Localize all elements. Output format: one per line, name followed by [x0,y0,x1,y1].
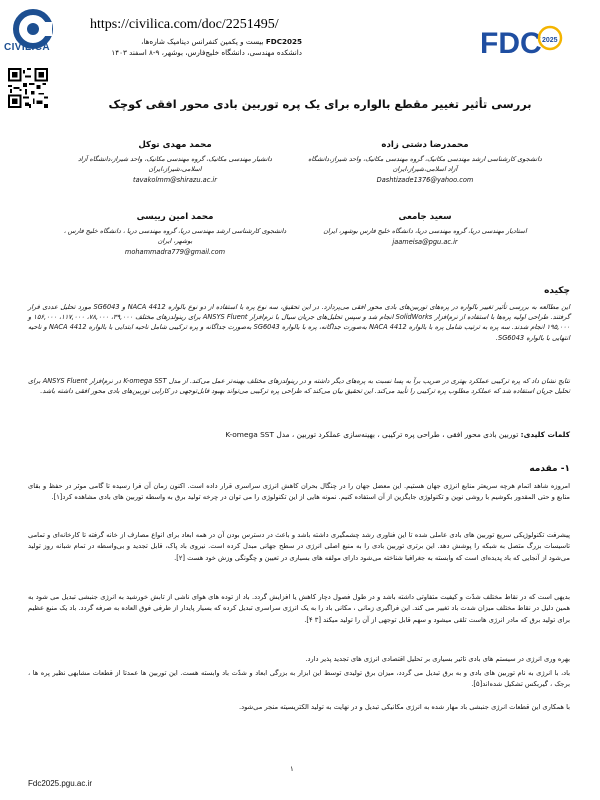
qr-code [8,68,48,108]
fdc-logo [476,20,566,60]
author-email[interactable]: jaameisa@pgu.ac.ir [392,238,458,246]
author-name: سعید جامعی [398,212,452,222]
author-block [60,140,290,184]
abstract-heading: چکیده [544,286,570,296]
intro-paragraph: پیشرفت تکنولوژیکی سریع توربین های بادی عاملی شده تا این فناوری رشد چشمگیری داشته باشد و باعث در دسترس بودن آن در همه ابعاد برای انواع مصارف از خانه گرفته تا کارخانه‌ای و تمامی تاسیسات بزرگ متصل به شبکه را پوشش دهد. این برتری توربین بادی را به منبع اصلی انرژی در سطح جهانی مبدل کرده است. نیروی باد پاک، قابل تجدید و بی‌واسطه در تمام شبانه روز تولید می‌شود از آنجایی که باد پدیده‌ای است که وابسته به جغرافیا شناخته می‌شود دارای مولفه های بسیاری در تعیین و چگونگی وزش خود هست [۲]. [28,531,570,562]
conference-code: FDC2025 [265,37,302,46]
document-url[interactable]: https://civilica.com/doc/2251495/ [90,17,279,32]
keywords [28,430,570,439]
author-name: محمد مهدی توکل [138,140,212,150]
author-email[interactable]: mohammadra779@gmail.com [124,248,226,256]
abstract-paragraph: این مطالعه به بررسی تأثیر تغییر بالواره در پره‌های توربین‌های بادی محور افقی می‌پردازد. در این تحقیق، سه نوع پره با استفاده از دو نوع بالواره NACA 4412 و SG6043 مورد تحلیل عددی قرار گرفتند. طراحی اولیه پره‌ها با استفاده از نرم‌افزار SolidWorks انجام شد و سپس تحلیل‌های جریان سیال با نرم‌افزار ANSYS Fluent برای رینولدزهای مختلف ۳۹,۰۰۰، ۷۸,۰۰۰، ۱۱۷,۰۰۰، ۱۵۶,۰۰۰ و ۱۹۵,۰۰۰ انجام شدند. سه پره به ترتیب شامل پره با بالواره NACA 4412 به‌صورت جداگانه، پره با بالواره SG6043 به‌صورت جداگانه و پره ترکیبی شامل ناحیه ابتدایی با بالواره NACA 4412 و ناحیه انتهایی با بالواره SG6043. [28,303,570,342]
intro-paragraph: بهره وری انرژی در سیستم های بادی تاثیر بسیاری بر تحلیل اقتصادی انرژی های تجدید پذیر دارد. [305,655,570,663]
fdc-logo-text: FDC [480,27,542,60]
author-name: محمد امین رییسی [136,212,214,222]
intro-paragraph: بدیهی است که در نقاط مختلف شدّت و کیفیت متفاوتی داشته باشد و در طول فصول دچار کاهش یا افزایش گردد. باد از توده های هوای ناشی از تابش خورشید به انرژی جنبشی تبدیل می شود به همین دلیل در نقاط مختلف میزان شدت باد تغییر می کند. این فراگیری زمانی ، مکانی باد را به یک انرژی سراسری تبدیل کرده که بسیار پایدار از طرفی فوق العاده به صرفه گردد. باد یک منبع عظیم برای تولید برق که مادر انرژی هاست تلقی میشود و سهم قابل توجهی از آن را تولید میکند [۳ ۴]. [28,593,570,624]
abstract-paragraph: نتایج نشان داد که پره ترکیبی عملکرد بهتری در ضریب برآ به پسا نسبت به پره‌های دیگر داشته و در رینولدزهای مختلف بهینه‌تر عمل می‌کند. از مدل K-omega SST در نرم‌افزار ANSYS Fluent برای تحلیل جریان استفاده شد که عملکرد مطلوب پره ترکیبی را تأیید می‌کند. این تحقیق بیان می‌کند که طراحی پره ترکیبی می‌تواند بهبود قابل‌توجهی در کارایی توربین‌های بادی محور افقی داشته باشد. [28,377,571,396]
conference-venue: دانشکده مهندسی، دانشگاه خلیج‌فارس، بوشهر، ۹-۸ اسفند ۱۴۰۳ [111,48,302,57]
conference-info [72,36,302,58]
intro-paragraph: باد، با انرژی به نام توربین های بادی و به برق تبدیل می گردد، میزان برق تولیدی توسط این ابزار به بزرگی ابعاد و شدّت باد وابسته هست. این توربین ها عمدتا از قطعات مشابهی نظیر پره ها ، برجک ، گیربکس تشکیل شده‌اند[۵]. [28,669,570,689]
intro-paragraph: با همکاری این قطعات انرژی جنبشی باد مهار شده به انرژی مکانیکی تبدیل و در نهایت به تولید الکتریسیته منجر می‌شود. [238,703,570,711]
intro-paragraph: امروزه شاهد اتمام هرچه سریعتر منابع انرژی جهان هستیم. این معضل جهان را در چنگال بحران کاهش انرژی سراسری قرار داده است. اکنون زمان آن فرا رسیده تا گامی موثر در حفظ و بقای منابع و حتی المقدور بکوشیم با روشی نوین و تکنولوژی جایگزین از آن استفاده کنیم. نمونه هایی از این تکنولوژی را می توان در چرخه تولید برق به واسطه توربین های بادی مشاهده کرد[۱]. [28,482,570,502]
author-block [60,212,290,256]
civilica-wordmark: CIVILICA [4,42,50,53]
keywords-text: توربین بادی محور افقی ، طراحی پره ترکیبی ، بهینه‌سازی عملکرد توربین ، مدل K-omega SST [225,430,519,439]
author-affiliation: دانشجوی کارشناسی ارشد مهندسی مکانیک، گروه مهندسی مکانیک، واحد شیراز،دانشگاه آزاد اسلامی،شیراز،ایران [308,155,542,173]
paper-title: بررسی تأثیر تغییر مقطع بالواره برای یک پره توربین بادی محور افقی کوچک [108,98,532,111]
author-name: محمدرضا دشتی زاده [381,140,469,150]
fdc-logo-year: 2025 [542,37,558,44]
conference-name: بیست و یکمین کنفرانس دینامیک شاره‌ها، [141,37,264,46]
intro-heading: ۱- مقدمه [529,464,570,474]
author-block [305,212,545,246]
author-block [305,140,545,184]
footer-url[interactable]: Fdc2025.pgu.ac.ir [28,779,93,788]
page-number: ۱ [290,765,294,773]
author-affiliation: استادیار مهندسی دریا، گروه مهندسی دریا، دانشگاه خلیج فارس بوشهر، ایران [323,227,527,235]
author-affiliation: دانشجوی کارشناسی ارشد مهندسی دریا، گروه مهندسی دریا ، دانشگاه خلیج فارس ، بوشهر، ایران [63,227,287,245]
author-affiliation: دانشیار مهندسی مکانیک، گروه مهندسی مکانیک، واحد شیراز،دانشگاه آزاد اسلامی،شیراز،ایران [77,155,273,173]
author-email[interactable]: Dashtizade1376@yahoo.com [376,176,474,184]
civilica-logo [6,8,60,66]
keywords-label: کلمات کلیدی: [520,430,570,439]
author-email[interactable]: tavakolmm@shirazu.ac.ir [133,176,217,184]
